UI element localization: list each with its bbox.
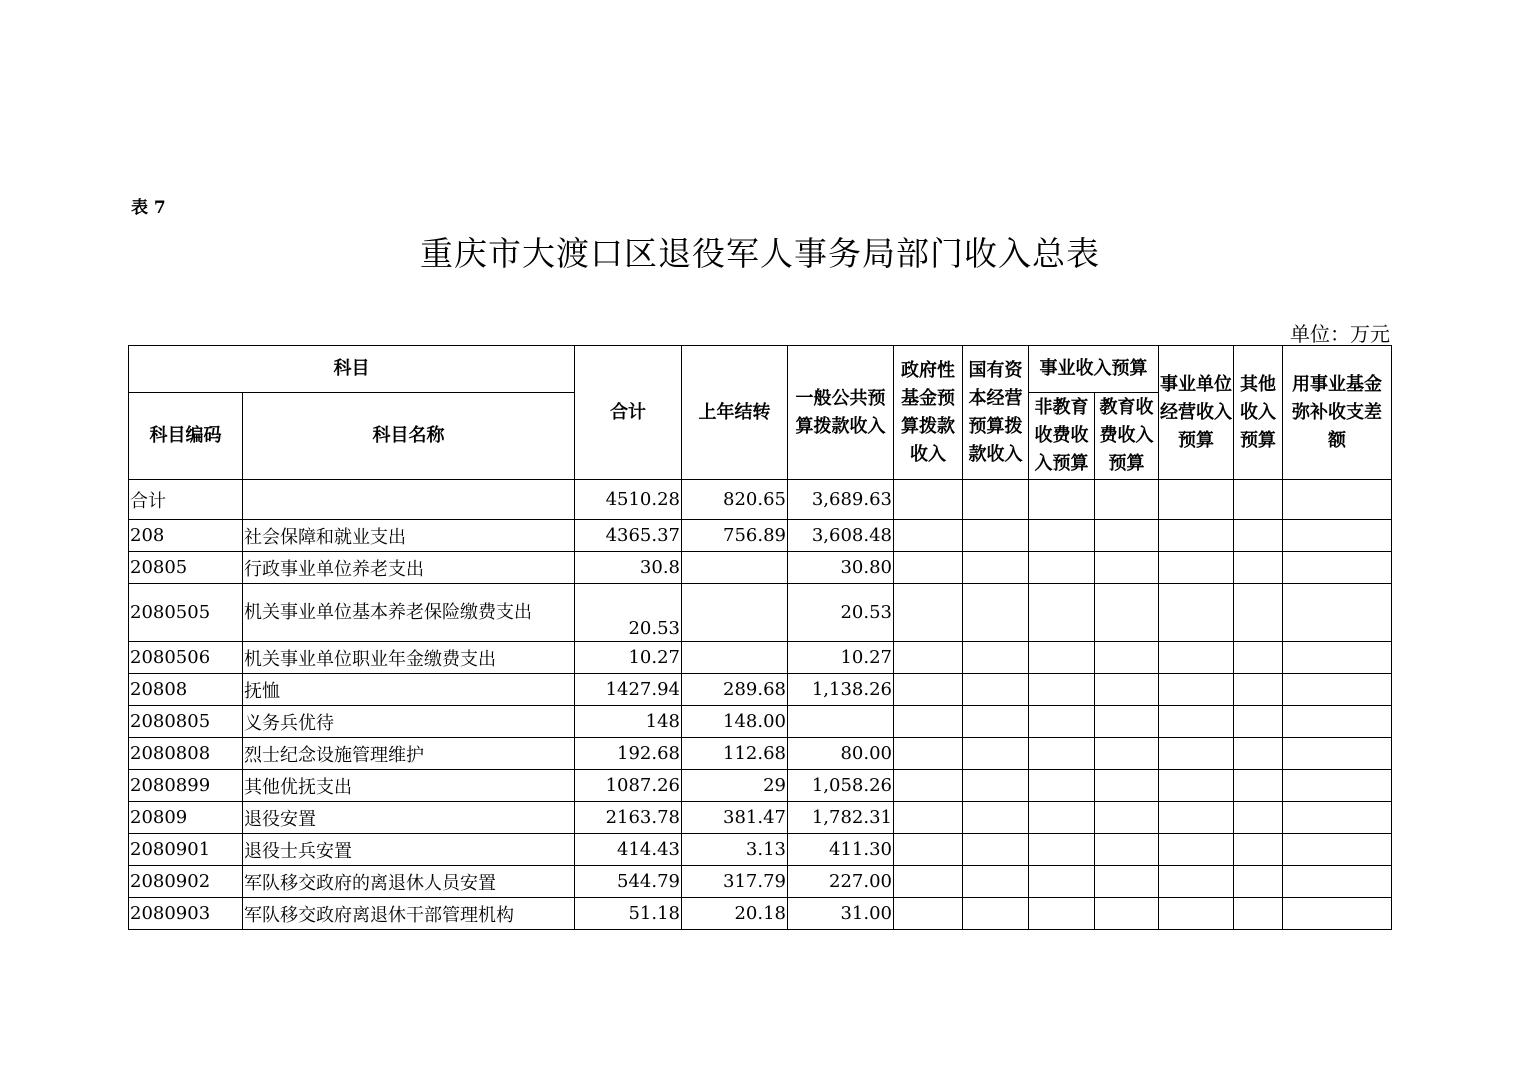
header-subject: 科目 xyxy=(129,346,575,393)
row-name: 机关事业单位职业年金缴费支出 xyxy=(243,642,575,674)
row-total: 192.68 xyxy=(575,738,682,770)
row-carryover: 112.68 xyxy=(682,738,788,770)
table-row xyxy=(129,706,1392,738)
table-row xyxy=(129,674,1392,706)
row-general: 227.00 xyxy=(788,866,894,898)
row-carryover xyxy=(682,552,788,584)
row-code: 2080505 xyxy=(129,584,243,642)
row-name: 烈士纪念设施管理维护 xyxy=(243,738,575,770)
row-total: 148 xyxy=(575,706,682,738)
table-row xyxy=(129,802,1392,834)
header-code: 科目编码 xyxy=(129,393,243,480)
row-name: 义务兵优待 xyxy=(243,706,575,738)
table-row xyxy=(129,642,1392,674)
header-general-budget: 一般公共预算拨款收入 xyxy=(788,346,894,480)
table-row xyxy=(129,552,1392,584)
row-name: 退役士兵安置 xyxy=(243,834,575,866)
table-row xyxy=(129,480,1392,520)
row-name: 军队移交政府离退休干部管理机构 xyxy=(243,898,575,930)
row-carryover: 20.18 xyxy=(682,898,788,930)
row-carryover xyxy=(682,584,788,642)
row-total: 51.18 xyxy=(575,898,682,930)
row-name: 行政事业单位养老支出 xyxy=(243,552,575,584)
table-row xyxy=(129,770,1392,802)
row-general: 31.00 xyxy=(788,898,894,930)
row-carryover: 29 xyxy=(682,770,788,802)
row-name xyxy=(243,480,575,520)
row-general: 10.27 xyxy=(788,642,894,674)
header-carryover: 上年结转 xyxy=(682,346,788,480)
row-name: 军队移交政府的离退休人员安置 xyxy=(243,866,575,898)
row-general xyxy=(788,706,894,738)
row-code: 2080901 xyxy=(129,834,243,866)
row-code: 2080899 xyxy=(129,770,243,802)
header-unit-operating: 事业单位经营收入预算 xyxy=(1159,346,1234,480)
header-gov-fund: 政府性基金预算拨款收入 xyxy=(894,346,963,480)
row-total: 4510.28 xyxy=(575,480,682,520)
table-row xyxy=(129,520,1392,552)
row-general: 20.53 xyxy=(788,584,894,642)
row-code: 2080808 xyxy=(129,738,243,770)
row-name: 机关事业单位基本养老保险缴费支出 xyxy=(243,584,575,642)
row-general: 3,608.48 xyxy=(788,520,894,552)
row-name: 其他优抚支出 xyxy=(243,770,575,802)
row-total: 1427.94 xyxy=(575,674,682,706)
row-general: 3,689.63 xyxy=(788,480,894,520)
row-code: 2080903 xyxy=(129,898,243,930)
row-code: 20808 xyxy=(129,674,243,706)
row-carryover xyxy=(682,642,788,674)
row-name: 社会保障和就业支出 xyxy=(243,520,575,552)
page-title: 重庆市大渡口区退役军人事务局部门收入总表 xyxy=(420,234,1100,273)
row-general: 80.00 xyxy=(788,738,894,770)
row-code: 2080902 xyxy=(129,866,243,898)
table-row xyxy=(129,866,1392,898)
header-state-capital: 国有资本经营预算拨款收入 xyxy=(963,346,1029,480)
row-name: 抚恤 xyxy=(243,674,575,706)
row-carryover: 317.79 xyxy=(682,866,788,898)
row-carryover: 756.89 xyxy=(682,520,788,552)
row-general: 1,782.31 xyxy=(788,802,894,834)
header-edu-fee: 教育收费收入预算 xyxy=(1095,393,1159,480)
row-carryover: 3.13 xyxy=(682,834,788,866)
row-code: 208 xyxy=(129,520,243,552)
row-code: 20809 xyxy=(129,802,243,834)
row-name: 退役安置 xyxy=(243,802,575,834)
row-carryover: 289.68 xyxy=(682,674,788,706)
row-carryover: 148.00 xyxy=(682,706,788,738)
row-code: 2080805 xyxy=(129,706,243,738)
row-general: 1,058.26 xyxy=(788,770,894,802)
row-total: 4365.37 xyxy=(575,520,682,552)
row-total: 2163.78 xyxy=(575,802,682,834)
header-name: 科目名称 xyxy=(243,393,575,480)
row-general: 30.80 xyxy=(788,552,894,584)
row-total: 30.8 xyxy=(575,552,682,584)
row-code: 20805 xyxy=(129,552,243,584)
row-general: 1,138.26 xyxy=(788,674,894,706)
header-total: 合计 xyxy=(575,346,682,480)
row-total: 1087.26 xyxy=(575,770,682,802)
row-code: 合计 xyxy=(129,480,243,520)
header-other-income: 其他收入预算 xyxy=(1234,346,1283,480)
table-row xyxy=(129,738,1392,770)
unit-label: 单位：万元 xyxy=(1290,322,1390,346)
header-business-income: 事业收入预算 xyxy=(1029,346,1159,393)
table-row xyxy=(129,834,1392,866)
header-non-edu-fee: 非教育收费收入预算 xyxy=(1029,393,1095,480)
row-carryover: 820.65 xyxy=(682,480,788,520)
table-number: 表 7 xyxy=(131,198,166,218)
row-general: 411.30 xyxy=(788,834,894,866)
header-fund-offset: 用事业基金弥补收支差额 xyxy=(1283,346,1392,480)
row-total: 20.53 xyxy=(575,584,682,642)
row-code: 2080506 xyxy=(129,642,243,674)
table-row xyxy=(129,898,1392,930)
row-total: 414.43 xyxy=(575,834,682,866)
row-total: 10.27 xyxy=(575,642,682,674)
row-carryover: 381.47 xyxy=(682,802,788,834)
income-summary-table xyxy=(128,345,1392,930)
table-row xyxy=(129,584,1392,642)
row-total: 544.79 xyxy=(575,866,682,898)
